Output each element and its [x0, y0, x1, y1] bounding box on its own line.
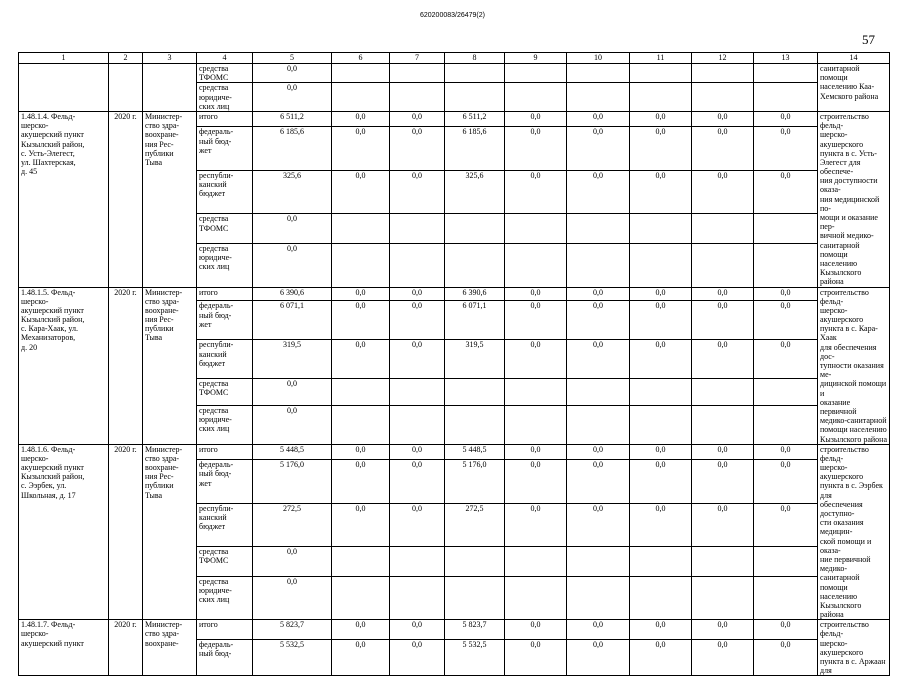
empty-cell — [390, 64, 445, 83]
value-cell: 0,0 — [567, 340, 630, 379]
value-cell: 0,0 — [692, 170, 754, 214]
value-cell: 0,0 — [253, 83, 332, 112]
value-cell: 0,0 — [390, 287, 445, 301]
value-cell: 0,0 — [505, 460, 567, 504]
value-cell: 0,0 — [390, 340, 445, 379]
value-cell: 319,5 — [445, 340, 505, 379]
facility-name: 1.48.1.6. Фельд- шерско- акушерский пункт Кызылский район, с. Ээрбек, ул. Школьная, д. 17 — [19, 444, 109, 620]
empty-cell — [754, 214, 818, 244]
funding-source: итого — [197, 287, 253, 301]
value-cell: 5 532,5 — [445, 639, 505, 676]
value-cell: 0,0 — [567, 111, 630, 127]
empty-cell — [390, 576, 445, 620]
empty-cell — [505, 83, 567, 112]
empty-cell — [567, 243, 630, 287]
column-header: 13 — [754, 53, 818, 64]
table-row — [19, 444, 890, 460]
empty-cell — [332, 214, 390, 244]
empty-cell — [567, 576, 630, 620]
value-cell: 0,0 — [567, 301, 630, 340]
empty-cell — [332, 64, 390, 83]
column-header: 8 — [445, 53, 505, 64]
column-header: 5 — [253, 53, 332, 64]
value-cell: 0,0 — [567, 287, 630, 301]
empty-cell — [692, 405, 754, 444]
empty-cell — [19, 64, 109, 112]
value-cell: 0,0 — [754, 460, 818, 504]
value-cell: 0,0 — [754, 444, 818, 460]
empty-cell — [332, 379, 390, 405]
value-cell: 0,0 — [253, 214, 332, 244]
value-cell: 0,0 — [390, 301, 445, 340]
project-description: строительство фельд- шерско-акушерского пункта в с. Аржаан для — [818, 620, 890, 676]
value-cell: 0,0 — [754, 287, 818, 301]
funding-source: республи- канский бюджет — [197, 503, 253, 547]
value-cell: 0,0 — [332, 444, 390, 460]
empty-cell — [692, 547, 754, 577]
value-cell: 0,0 — [332, 503, 390, 547]
value-cell: 6 185,6 — [445, 127, 505, 171]
value-cell: 0,0 — [390, 170, 445, 214]
organization-cell: Министер- ство здра- воохране- ния Рес- публики Тыва — [143, 111, 197, 287]
value-cell: 6 511,2 — [253, 111, 332, 127]
empty-cell — [445, 83, 505, 112]
value-cell: 5 448,5 — [253, 444, 332, 460]
value-cell: 319,5 — [253, 340, 332, 379]
value-cell: 0,0 — [567, 460, 630, 504]
value-cell: 0,0 — [390, 620, 445, 639]
empty-cell — [332, 547, 390, 577]
year-cell: 2020 г. — [109, 287, 143, 444]
facility-name: 1.48.1.5. Фельд- шерско- акушерский пункт Кызылский район, с. Кара-Хаак, ул. Механизаторов, д. 20 — [19, 287, 109, 444]
value-cell: 0,0 — [630, 503, 692, 547]
empty-cell — [390, 83, 445, 112]
document-id: 620200083/26479(2) — [419, 12, 485, 19]
value-cell: 0,0 — [332, 287, 390, 301]
project-description: строительство фельд- шерско-акушерского пункта в с. Ээрбек для обеспечения доступно- сти оказания медицин- ской помощи и оказа- ние первичной медико- санитарной помощи населению Кызылского района — [818, 444, 890, 620]
value-cell: 0,0 — [253, 243, 332, 287]
empty-cell — [505, 243, 567, 287]
value-cell: 5 823,7 — [445, 620, 505, 639]
funding-source: федераль- ный бюд- — [197, 639, 253, 676]
empty-cell — [505, 379, 567, 405]
table-row — [19, 287, 890, 301]
empty-cell — [630, 405, 692, 444]
value-cell: 325,6 — [253, 170, 332, 214]
value-cell: 0,0 — [253, 547, 332, 577]
value-cell: 0,0 — [630, 620, 692, 639]
funding-source: федераль- ный бюд- жет — [197, 127, 253, 171]
column-header: 10 — [567, 53, 630, 64]
empty-cell — [754, 547, 818, 577]
value-cell: 0,0 — [692, 127, 754, 171]
value-cell: 0,0 — [332, 127, 390, 171]
project-description: строительство фельд- шерско-акушерского пункта в с. Кара-Хаак для обеспечения дос- тупности оказания ме- дицинской помощи и оказание первичной медико-санитарной помощи населению Кызылского района — [818, 287, 890, 444]
empty-cell — [692, 576, 754, 620]
value-cell: 0,0 — [567, 127, 630, 171]
empty-cell — [754, 576, 818, 620]
value-cell: 0,0 — [692, 460, 754, 504]
value-cell: 0,0 — [332, 170, 390, 214]
value-cell: 0,0 — [630, 444, 692, 460]
value-cell: 0,0 — [332, 620, 390, 639]
funding-source: итого — [197, 620, 253, 639]
empty-cell — [390, 405, 445, 444]
empty-cell — [754, 405, 818, 444]
value-cell: 0,0 — [630, 127, 692, 171]
value-cell: 0,0 — [754, 503, 818, 547]
empty-cell — [630, 214, 692, 244]
funding-source: средства юридиче- ских лиц — [197, 243, 253, 287]
value-cell: 5 823,7 — [253, 620, 332, 639]
table-row — [19, 64, 890, 83]
funding-source: средства ТФОМС — [197, 379, 253, 405]
value-cell: 0,0 — [692, 111, 754, 127]
empty-cell — [445, 379, 505, 405]
empty-cell — [630, 64, 692, 83]
value-cell: 0,0 — [253, 405, 332, 444]
funding-source: итого — [197, 444, 253, 460]
empty-cell — [332, 405, 390, 444]
value-cell: 0,0 — [253, 379, 332, 405]
value-cell: 0,0 — [390, 444, 445, 460]
funding-source: средства юридиче- ских лиц — [197, 405, 253, 444]
funding-source: средства юридиче- ских лиц — [197, 576, 253, 620]
value-cell: 0,0 — [567, 444, 630, 460]
value-cell: 0,0 — [332, 111, 390, 127]
column-header: 7 — [390, 53, 445, 64]
value-cell: 0,0 — [332, 301, 390, 340]
value-cell: 0,0 — [505, 503, 567, 547]
empty-cell — [630, 576, 692, 620]
value-cell: 0,0 — [567, 170, 630, 214]
column-header: 2 — [109, 53, 143, 64]
value-cell: 0,0 — [692, 620, 754, 639]
column-header: 11 — [630, 53, 692, 64]
organization-cell: Министер- ство здра- воохране- ния Рес- публики Тыва — [143, 444, 197, 620]
column-header: 1 — [19, 53, 109, 64]
value-cell: 0,0 — [505, 127, 567, 171]
value-cell: 0,0 — [692, 503, 754, 547]
funding-source: федераль- ный бюд- жет — [197, 460, 253, 504]
year-cell: 2020 г. — [109, 620, 143, 676]
value-cell: 0,0 — [630, 460, 692, 504]
column-header: 12 — [692, 53, 754, 64]
organization-cell: Министер- ство здра- воохране- — [143, 620, 197, 676]
value-cell: 5 448,5 — [445, 444, 505, 460]
value-cell: 5 532,5 — [253, 639, 332, 676]
value-cell: 0,0 — [754, 620, 818, 639]
empty-cell — [630, 243, 692, 287]
empty-cell — [567, 405, 630, 444]
value-cell: 0,0 — [253, 576, 332, 620]
value-cell: 0,0 — [754, 301, 818, 340]
value-cell: 5 176,0 — [445, 460, 505, 504]
value-cell: 6 071,1 — [253, 301, 332, 340]
funding-source: федераль- ный бюд- жет — [197, 301, 253, 340]
table-row — [19, 620, 890, 639]
value-cell: 0,0 — [505, 340, 567, 379]
empty-cell — [692, 214, 754, 244]
empty-cell — [567, 83, 630, 112]
empty-cell — [505, 576, 567, 620]
empty-cell — [445, 214, 505, 244]
empty-cell — [505, 547, 567, 577]
empty-cell — [567, 379, 630, 405]
value-cell: 0,0 — [505, 111, 567, 127]
value-cell: 0,0 — [567, 639, 630, 676]
value-cell: 0,0 — [754, 111, 818, 127]
value-cell: 0,0 — [390, 460, 445, 504]
empty-cell — [630, 379, 692, 405]
empty-cell — [567, 547, 630, 577]
empty-cell — [445, 64, 505, 83]
empty-cell — [390, 379, 445, 405]
empty-cell — [505, 214, 567, 244]
table-row — [19, 111, 890, 127]
empty-cell — [445, 243, 505, 287]
funding-source: средства ТФОМС — [197, 547, 253, 577]
page-number: 57 — [862, 32, 875, 47]
value-cell: 0,0 — [505, 287, 567, 301]
year-cell: 2020 г. — [109, 444, 143, 620]
empty-cell — [567, 214, 630, 244]
empty-cell — [630, 83, 692, 112]
empty-cell — [332, 83, 390, 112]
value-cell: 0,0 — [692, 444, 754, 460]
empty-cell — [445, 405, 505, 444]
value-cell: 6 511,2 — [445, 111, 505, 127]
project-description: санитарной помощи населению Каа- Хемского района — [818, 64, 890, 112]
empty-cell — [445, 547, 505, 577]
empty-cell — [630, 547, 692, 577]
value-cell: 272,5 — [253, 503, 332, 547]
value-cell: 0,0 — [692, 340, 754, 379]
value-cell: 0,0 — [567, 620, 630, 639]
value-cell: 0,0 — [505, 301, 567, 340]
facility-name: 1.48.1.7. Фельд- шерско- акушерский пункт — [19, 620, 109, 676]
value-cell: 6 390,6 — [445, 287, 505, 301]
empty-cell — [754, 243, 818, 287]
value-cell: 0,0 — [332, 460, 390, 504]
empty-cell — [332, 576, 390, 620]
funding-source: средства ТФОМС — [197, 214, 253, 244]
value-cell: 0,0 — [754, 170, 818, 214]
value-cell: 5 176,0 — [253, 460, 332, 504]
value-cell: 0,0 — [630, 301, 692, 340]
empty-cell — [143, 64, 197, 112]
facility-name: 1.48.1.4. Фельд- шерско- акушерский пункт Кызылский район, с. Усть-Элегест, ул. Шахтерская, д. 45 — [19, 111, 109, 287]
value-cell: 0,0 — [390, 639, 445, 676]
value-cell: 0,0 — [692, 301, 754, 340]
empty-cell — [754, 64, 818, 83]
value-cell: 0,0 — [630, 111, 692, 127]
value-cell: 6 390,6 — [253, 287, 332, 301]
empty-cell — [692, 379, 754, 405]
value-cell: 325,6 — [445, 170, 505, 214]
value-cell: 0,0 — [630, 287, 692, 301]
value-cell: 0,0 — [505, 620, 567, 639]
value-cell: 0,0 — [505, 639, 567, 676]
empty-cell — [692, 64, 754, 83]
funding-source: средства ТФОМС — [197, 64, 253, 83]
organization-cell: Министер- ство здра- воохране- ния Рес- публики Тыва — [143, 287, 197, 444]
header-row — [19, 53, 890, 64]
value-cell: 0,0 — [390, 111, 445, 127]
empty-cell — [692, 83, 754, 112]
value-cell: 0,0 — [754, 127, 818, 171]
value-cell: 6 185,6 — [253, 127, 332, 171]
empty-cell — [567, 64, 630, 83]
column-header: 6 — [332, 53, 390, 64]
empty-cell — [754, 379, 818, 405]
value-cell: 0,0 — [567, 503, 630, 547]
value-cell: 0,0 — [253, 64, 332, 83]
funding-source: средства юридиче- ских лиц — [197, 83, 253, 112]
empty-cell — [390, 243, 445, 287]
value-cell: 0,0 — [692, 287, 754, 301]
value-cell: 0,0 — [505, 444, 567, 460]
value-cell: 0,0 — [754, 639, 818, 676]
funding-source: республи- канский бюджет — [197, 170, 253, 214]
value-cell: 272,5 — [445, 503, 505, 547]
funding-source: итого — [197, 111, 253, 127]
value-cell: 0,0 — [630, 170, 692, 214]
value-cell: 0,0 — [692, 639, 754, 676]
empty-cell — [692, 243, 754, 287]
value-cell: 0,0 — [754, 340, 818, 379]
funding-source: республи- канский бюджет — [197, 340, 253, 379]
value-cell: 0,0 — [390, 127, 445, 171]
empty-cell — [390, 547, 445, 577]
value-cell: 0,0 — [390, 503, 445, 547]
value-cell: 0,0 — [630, 639, 692, 676]
empty-cell — [505, 64, 567, 83]
empty-cell — [754, 83, 818, 112]
value-cell: 0,0 — [505, 170, 567, 214]
budget-table — [18, 52, 890, 676]
empty-cell — [332, 243, 390, 287]
empty-cell — [505, 405, 567, 444]
year-cell: 2020 г. — [109, 111, 143, 287]
value-cell: 0,0 — [332, 340, 390, 379]
column-header: 14 — [818, 53, 890, 64]
column-header: 3 — [143, 53, 197, 64]
column-header: 4 — [197, 53, 253, 64]
value-cell: 0,0 — [630, 340, 692, 379]
value-cell: 6 071,1 — [445, 301, 505, 340]
project-description: строительство фельд- шерско-акушерского пункта в с. Усть- Элегест для обеспече- ния доступности оказа- ния медицинской по- мощи и оказание пер- вичной медико- санитарной помощи населению Кызылского района — [818, 111, 890, 287]
value-cell: 0,0 — [332, 639, 390, 676]
empty-cell — [390, 214, 445, 244]
empty-cell — [109, 64, 143, 112]
column-header: 9 — [505, 53, 567, 64]
empty-cell — [445, 576, 505, 620]
